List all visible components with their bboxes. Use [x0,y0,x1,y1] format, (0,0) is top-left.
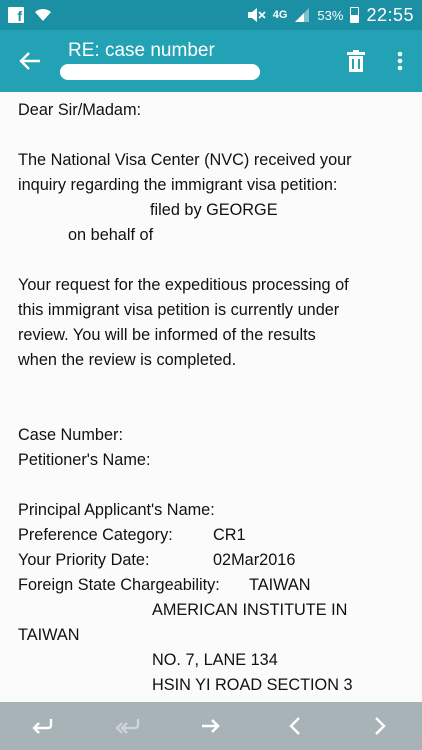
clock: 22:55 [366,4,414,25]
preference-label: Preference Category: [18,526,173,544]
redacted-text [18,198,150,223]
signal-4g-icon [294,8,310,22]
previous-icon [289,716,301,736]
principal-applicant-label: Principal Applicant's Name: [18,501,215,519]
priority-row [18,548,404,573]
facebook-icon: f [8,7,24,23]
reply-button[interactable] [12,702,72,750]
reply-all-icon [114,717,140,735]
battery-level: 53% [317,7,344,23]
preference-value: CR1 [213,526,246,544]
address-line: TAIWAN [18,626,80,644]
delete-button[interactable] [334,30,378,92]
body-line: review. You will be informed of the results [18,326,316,344]
address-line: HSIN YI ROAD SECTION 3 [152,676,353,694]
app-bar [0,30,422,92]
title-area [60,30,334,92]
more-vert-icon [397,51,403,71]
reply-icon [31,717,53,735]
next-email-button[interactable] [350,702,410,750]
mute-icon [246,8,266,22]
trash-icon [347,50,365,72]
priority-label: Your Priority Date: [18,551,150,569]
forward-icon [200,717,222,735]
chargeability-row [18,573,404,598]
petitioner-label: Petitioner's Name: [18,451,151,469]
body-line: this immigrant visa petition is currently under [18,301,340,319]
body-line: inquiry regarding the immigrant visa petition: [18,176,338,194]
status-bar [0,0,422,30]
email-subject: RE: case number [68,40,215,61]
body-line: The National Visa Center (NVC) received your [18,151,352,169]
greeting: Dear Sir/Madam: [18,101,142,119]
body-line: on behalf of [18,223,404,248]
case-number-label: Case Number: [18,426,123,444]
back-arrow-icon [19,51,41,71]
redacted-text [18,223,68,248]
bottom-action-bar [0,702,422,750]
network-type: 4G [272,9,288,21]
address-line: AMERICAN INSTITUTE IN [152,601,348,619]
priority-value: 02Mar2016 [213,551,296,569]
body-line: when the review is completed. [18,351,237,369]
redacted-text [278,201,350,219]
chargeability-value: TAIWAN [249,576,311,594]
body-line: Your request for the expeditious processing of [18,276,349,294]
next-icon [374,716,386,736]
reply-all-button[interactable] [97,702,157,750]
redaction-mark [60,64,260,80]
address-line: NO. 7, LANE 134 [152,651,278,669]
email-body[interactable] [0,92,422,702]
more-options-button[interactable] [378,30,422,92]
chargeability-label: Foreign State Chargeability: [18,576,220,594]
preference-row [18,523,404,548]
battery-icon [350,7,359,23]
forward-button[interactable] [181,702,241,750]
previous-email-button[interactable] [265,702,325,750]
wifi-icon [34,8,52,22]
back-button[interactable] [0,30,60,92]
body-line: filed by GEORGE [18,198,404,223]
